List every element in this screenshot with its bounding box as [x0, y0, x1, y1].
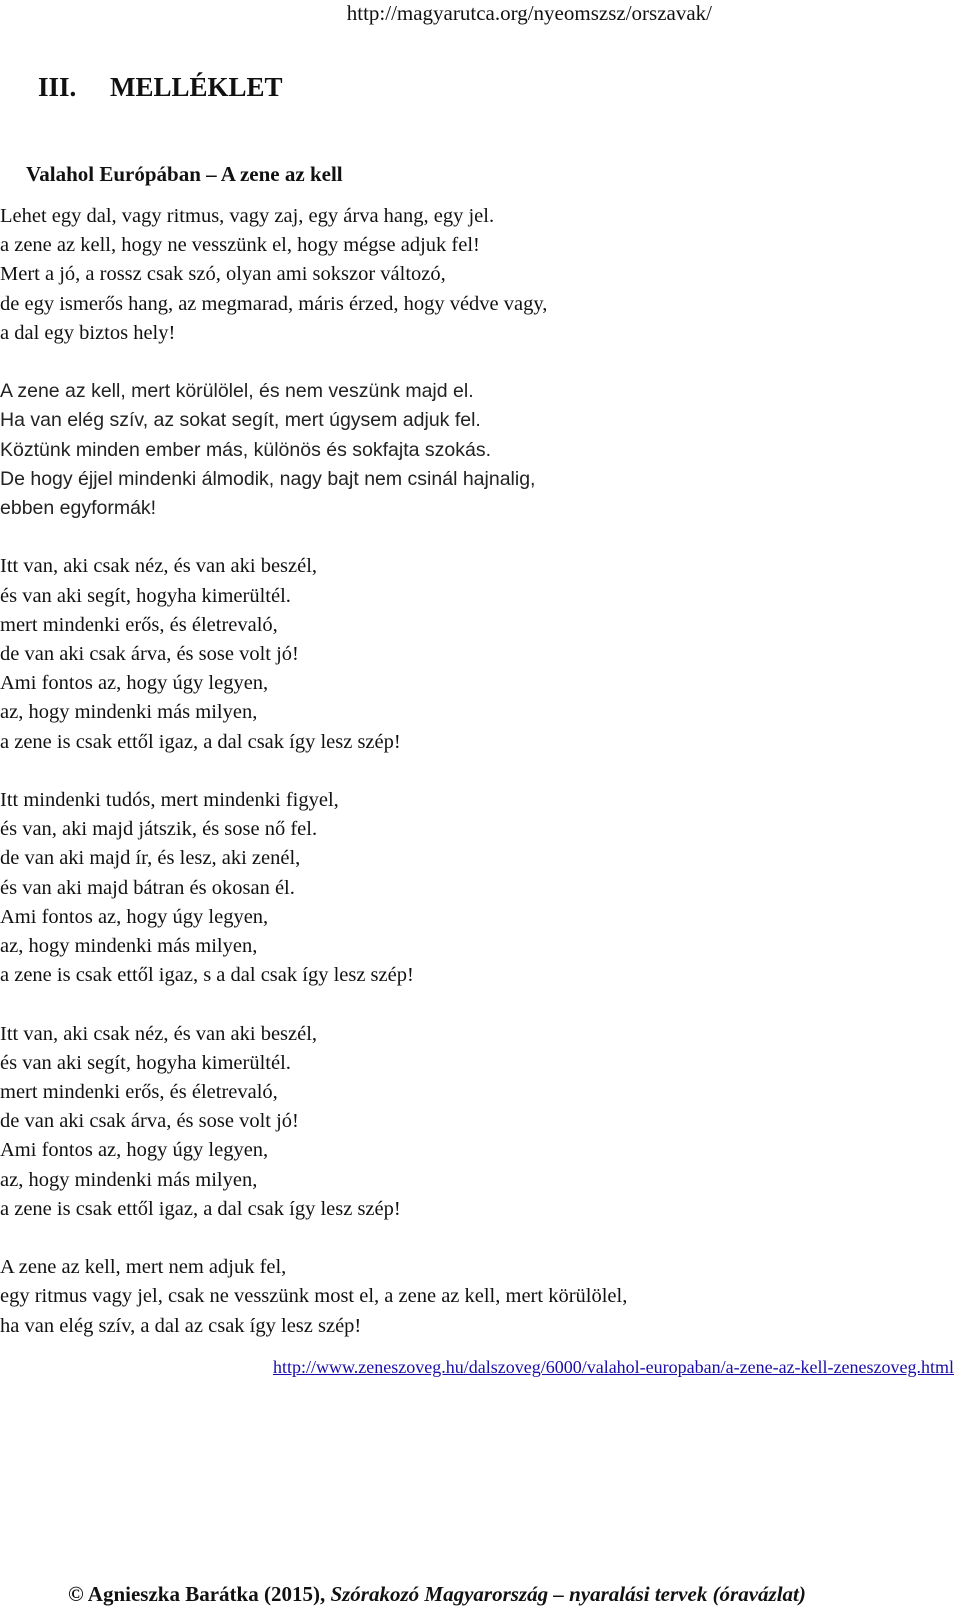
lyric-line: Ami fontos az, hogy úgy legyen, [0, 1139, 269, 1162]
lyric-line: Lehet egy dal, vagy ritmus, vagy zaj, egy árva hang, egy jel. [0, 205, 495, 227]
source-link[interactable]: http://www.zeneszoveg.hu/dalszoveg/6000/valahol-europaban/a-zene-az-kell-zeneszoveg.html [272, 1357, 954, 1377]
lyrics [0, 202, 627, 1370]
stanza [0, 202, 627, 348]
lyric-line: Ha van elég szív, az sokat segít, mert úgysem adjuk fel. [0, 409, 481, 432]
lyric-line: és van aki segít, hogyha kimerültél. [0, 584, 291, 607]
lyric-line: Köztünk minden ember más, különös és sokfajta szokás. [0, 438, 491, 461]
footer-copyright: © Agnieszka Barátka (2015), [68, 1582, 326, 1606]
lyric-line: de van aki csak árva, és sose volt jó! [0, 1110, 299, 1133]
lyric-line: mert mindenki erős, és életrevaló, [0, 613, 278, 636]
lyric-line: Itt mindenki tudós, mert mindenki figyel, [0, 789, 339, 812]
lyric-line: Ami fontos az, hogy úgy legyen, [0, 905, 269, 928]
footer-work-title: Szórakozó Magyarország – nyaralási tervek (óravázlat) [330, 1582, 806, 1606]
annex-label: MELLÉKLET [110, 72, 283, 102]
lyric-line: az, hogy mindenki más milyen, [0, 935, 258, 958]
lyric-line: A zene az kell, mert nem adjuk fel, [0, 1256, 287, 1279]
lyric-line: Ami fontos az, hogy úgy legyen, [0, 672, 269, 695]
lyric-line: Itt van, aki csak néz, és van aki beszél, [0, 555, 318, 578]
lyric-line: Itt van, aki csak néz, és van aki beszél, [0, 1022, 318, 1045]
lyric-line: mert mindenki erős, és életrevaló, [0, 1081, 278, 1104]
song-title: Valahol Európában – A zene az kell [26, 162, 343, 186]
lyric-line: de van aki csak árva, és sose volt jó! [0, 643, 299, 666]
lyric-line: a zene is csak ettől igaz, s a dal csak így lesz szép! [0, 964, 414, 987]
lyric-line: a zene az kell, hogy ne vesszünk el, hogy mégse adjuk fel! [0, 234, 480, 257]
lyric-line: A zene az kell, mert körülölel, és nem veszünk majd el. [0, 380, 474, 403]
lyric-line: ha van elég szív, a dal az csak így lesz szép! [0, 1314, 362, 1337]
stanza [0, 377, 627, 523]
lyric-line: a dal egy biztos hely! [0, 321, 176, 344]
lyric-line: De hogy éjjel mindenki álmodik, nagy bajt nem csinál hajnalig, [0, 467, 536, 490]
stanza [0, 786, 627, 990]
annex-title [38, 70, 283, 104]
annex-number: III. [38, 72, 77, 102]
footer-credit [68, 1582, 806, 1607]
header-url: http://magyarutca.org/nyeomszsz/orszavak/ [346, 1, 712, 25]
lyric-line: Mert a jó, a rossz csak szó, olyan ami sokszor változó, [0, 263, 446, 286]
lyric-line: a zene is csak ettől igaz, a dal csak így lesz szép! [0, 730, 401, 753]
lyric-line: az, hogy mindenki más milyen, [0, 701, 258, 724]
lyric-line: és van aki majd bátran és okosan él. [0, 876, 295, 899]
stanza [0, 1020, 627, 1224]
lyric-line: de egy ismerős hang, az megmarad, máris érzed, hogy védve vagy, [0, 292, 548, 315]
stanza [0, 1253, 627, 1341]
lyric-line: a zene is csak ettől igaz, a dal csak így lesz szép! [0, 1197, 401, 1220]
lyric-line: az, hogy mindenki más milyen, [0, 1168, 258, 1191]
lyric-line: de van aki majd ír, és lesz, aki zenél, [0, 847, 301, 870]
lyric-line: egy ritmus vagy jel, csak ne vesszünk most el, a zene az kell, mert körülölel, [0, 1285, 628, 1308]
lyric-line: ebben egyformák! [0, 497, 157, 520]
lyric-line: és van aki segít, hogyha kimerültél. [0, 1051, 291, 1074]
stanza [0, 552, 627, 756]
lyric-line: és van, aki majd játszik, és sose nő fel. [0, 818, 318, 841]
